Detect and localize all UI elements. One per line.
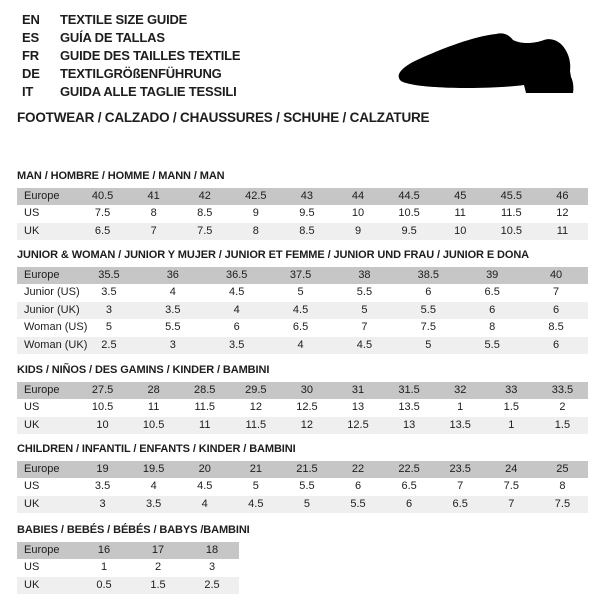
size-cell: 7.5 (486, 478, 537, 495)
size-cell: 46 (537, 188, 588, 205)
size-cell: 2.5 (77, 337, 141, 354)
size-cell: 13 (384, 417, 435, 434)
size-cell: 5.5 (281, 478, 332, 495)
size-cell: 44 (332, 188, 383, 205)
language-label: TEXTILE SIZE GUIDE (60, 11, 188, 27)
row-label: US (17, 478, 77, 495)
size-cell: 1 (435, 399, 486, 416)
size-cell: 3 (77, 302, 141, 319)
size-section (17, 524, 250, 594)
language-code: FR (22, 47, 39, 63)
size-cell: 10 (77, 417, 128, 434)
size-cell: 6.5 (269, 319, 333, 336)
size-cell: 27.5 (77, 382, 128, 399)
size-cell: 4 (269, 337, 333, 354)
size-cell: 45 (435, 188, 486, 205)
size-cell: 10.5 (128, 417, 179, 434)
size-cell: 1.5 (131, 577, 185, 594)
size-cell: 10 (435, 223, 486, 240)
size-cell: 44.5 (384, 188, 435, 205)
size-cell: 25 (537, 461, 588, 478)
size-cell: 5.5 (332, 496, 383, 513)
section-title: BABIES / BEBÉS / BÉBÉS / BABYS /BAMBINI (17, 524, 250, 536)
size-cell: 6 (332, 478, 383, 495)
category-line: FOOTWEAR / CALZADO / CHAUSSURES / SCHUHE / CALZATURE (17, 110, 430, 125)
size-cell: 7 (435, 478, 486, 495)
size-cell: 9 (230, 205, 281, 222)
row-label: UK (17, 223, 77, 240)
size-cell: 33 (486, 382, 537, 399)
size-cell: 5 (77, 319, 141, 336)
size-cell: 5.5 (460, 337, 524, 354)
language-row (22, 10, 240, 28)
size-cell: 5 (396, 337, 460, 354)
size-cell: 2 (537, 399, 588, 416)
size-cell: 4 (179, 496, 230, 513)
size-cell: 43 (281, 188, 332, 205)
size-cell: 4.5 (230, 496, 281, 513)
row-label: UK (17, 417, 77, 434)
size-cell: 42 (179, 188, 230, 205)
row-label: Europe (17, 461, 77, 478)
size-cell: 45.5 (486, 188, 537, 205)
row-label: UK (17, 577, 77, 594)
size-cell: 6.5 (77, 223, 128, 240)
size-cell: 18 (185, 542, 239, 559)
size-cell: 3.5 (77, 478, 128, 495)
size-cell: 4 (141, 284, 205, 301)
size-cell: 3 (77, 496, 128, 513)
size-cell: 9.5 (281, 205, 332, 222)
section-title: KIDS / NIÑOS / DES GAMINS / KINDER / BAMBINI (17, 364, 270, 376)
size-cell: 13 (332, 399, 383, 416)
size-cell: 4.5 (205, 284, 269, 301)
table-row (17, 461, 588, 478)
language-code: DE (22, 65, 40, 81)
size-cell: 39 (460, 267, 524, 284)
section-title: MAN / HOMBRE / HOMME / MANN / MAN (17, 170, 225, 182)
table-row (17, 577, 239, 594)
size-cell: 11.5 (179, 399, 230, 416)
size-cell: 5.5 (396, 302, 460, 319)
size-cell: 10.5 (486, 223, 537, 240)
size-cell: 8 (460, 319, 524, 336)
size-cell: 6.5 (460, 284, 524, 301)
size-cell: 29.5 (230, 382, 281, 399)
size-cell: 41 (128, 188, 179, 205)
size-cell: 10.5 (77, 399, 128, 416)
size-cell: 3.5 (128, 496, 179, 513)
row-label: Europe (17, 188, 77, 205)
language-code: IT (22, 83, 34, 99)
table-row (17, 478, 588, 495)
size-cell: 17 (131, 542, 185, 559)
size-cell: 12 (537, 205, 588, 222)
section-title: CHILDREN / INFANTIL / ENFANTS / KINDER / BAMBINI (17, 443, 296, 455)
table-row (17, 399, 588, 416)
size-cell: 40.5 (77, 188, 128, 205)
size-cell: 6 (205, 319, 269, 336)
size-table (17, 267, 588, 354)
row-label: Europe (17, 267, 77, 284)
row-label: US (17, 559, 77, 576)
section-title: JUNIOR & WOMAN / JUNIOR Y MUJER / JUNIOR ET FEMME / JUNIOR UND FRAU / JUNIOR E DONA (17, 249, 530, 261)
size-cell: 21.5 (281, 461, 332, 478)
size-cell: 3.5 (205, 337, 269, 354)
size-cell: 4.5 (179, 478, 230, 495)
size-cell: 5 (269, 284, 333, 301)
size-cell: 4.5 (269, 302, 333, 319)
size-cell: 36.5 (205, 267, 269, 284)
table-row (17, 223, 588, 240)
table-row (17, 267, 588, 284)
size-cell: 0.5 (77, 577, 131, 594)
size-section (17, 249, 588, 354)
size-cell: 28.5 (179, 382, 230, 399)
size-section (17, 170, 588, 240)
language-label: GUIDA ALLE TAGLIE TESSILI (60, 83, 237, 99)
language-label: GUÍA DE TALLAS (60, 29, 165, 45)
size-cell: 10 (332, 205, 383, 222)
size-cell: 12.5 (332, 417, 383, 434)
size-table (17, 461, 588, 513)
row-label: Europe (17, 542, 77, 559)
size-cell: 11.5 (486, 205, 537, 222)
size-cell: 6 (384, 496, 435, 513)
size-cell: 8 (230, 223, 281, 240)
size-cell: 21 (230, 461, 281, 478)
size-cell: 7 (128, 223, 179, 240)
size-cell: 12.5 (281, 399, 332, 416)
size-cell: 7 (524, 284, 588, 301)
size-cell: 6 (524, 337, 588, 354)
size-cell: 19 (77, 461, 128, 478)
language-row (22, 28, 240, 46)
table-row (17, 188, 588, 205)
size-cell: 5.5 (141, 319, 205, 336)
size-cell: 12 (230, 399, 281, 416)
size-cell: 4 (205, 302, 269, 319)
size-cell: 11 (435, 205, 486, 222)
language-label: TEXTILGRÖßENFÜHRUNG (60, 65, 222, 81)
size-cell: 7.5 (537, 496, 588, 513)
size-cell: 9.5 (384, 223, 435, 240)
size-cell: 24 (486, 461, 537, 478)
size-cell: 1.5 (486, 399, 537, 416)
size-table (17, 542, 239, 594)
size-cell: 35.5 (77, 267, 141, 284)
size-cell: 10.5 (384, 205, 435, 222)
size-cell: 11 (128, 399, 179, 416)
size-cell: 11.5 (230, 417, 281, 434)
size-cell: 6 (396, 284, 460, 301)
size-cell: 6.5 (435, 496, 486, 513)
size-cell: 5.5 (333, 284, 397, 301)
language-row (22, 64, 240, 82)
size-cell: 11 (179, 417, 230, 434)
size-cell: 31.5 (384, 382, 435, 399)
size-cell: 1.5 (537, 417, 588, 434)
size-cell: 7.5 (179, 223, 230, 240)
size-cell: 20 (179, 461, 230, 478)
size-cell: 23.5 (435, 461, 486, 478)
size-cell: 36 (141, 267, 205, 284)
size-table (17, 188, 588, 240)
table-row (17, 559, 239, 576)
table-row (17, 302, 588, 319)
size-cell: 13.5 (384, 399, 435, 416)
table-row (17, 319, 588, 336)
row-label: Woman (UK) (17, 337, 77, 354)
table-row (17, 542, 239, 559)
language-row (22, 46, 240, 64)
size-cell: 22.5 (384, 461, 435, 478)
size-cell: 11 (537, 223, 588, 240)
row-label: Junior (UK) (17, 302, 77, 319)
language-row (22, 82, 240, 100)
size-cell: 5 (230, 478, 281, 495)
language-code: EN (22, 11, 40, 27)
size-cell: 7 (333, 319, 397, 336)
shoe-icon (393, 32, 579, 95)
size-cell: 5 (333, 302, 397, 319)
size-section (17, 443, 588, 513)
size-cell: 22 (332, 461, 383, 478)
size-cell: 8.5 (179, 205, 230, 222)
size-cell: 38.5 (396, 267, 460, 284)
size-cell: 5 (281, 496, 332, 513)
size-cell: 6 (460, 302, 524, 319)
row-label: Woman (US) (17, 319, 77, 336)
size-cell: 7.5 (396, 319, 460, 336)
size-cell: 30 (281, 382, 332, 399)
size-cell: 4.5 (333, 337, 397, 354)
row-label: US (17, 399, 77, 416)
size-cell: 6.5 (384, 478, 435, 495)
table-row (17, 496, 588, 513)
size-cell: 8.5 (281, 223, 332, 240)
language-label: GUIDE DES TAILLES TEXTILE (60, 47, 241, 63)
size-cell: 8 (537, 478, 588, 495)
size-cell: 3.5 (77, 284, 141, 301)
size-cell: 2.5 (185, 577, 239, 594)
size-cell: 32 (435, 382, 486, 399)
size-cell: 8 (128, 205, 179, 222)
size-cell: 4 (128, 478, 179, 495)
size-cell: 31 (332, 382, 383, 399)
size-cell: 9 (332, 223, 383, 240)
size-cell: 8.5 (524, 319, 588, 336)
table-row (17, 205, 588, 222)
size-cell: 16 (77, 542, 131, 559)
size-cell: 1 (77, 559, 131, 576)
size-cell: 40 (524, 267, 588, 284)
table-row (17, 382, 588, 399)
language-list (22, 10, 240, 100)
size-cell: 3.5 (141, 302, 205, 319)
size-cell: 3 (141, 337, 205, 354)
row-label: Junior (US) (17, 284, 77, 301)
size-cell: 12 (281, 417, 332, 434)
size-cell: 7 (486, 496, 537, 513)
size-cell: 6 (524, 302, 588, 319)
row-label: Europe (17, 382, 77, 399)
table-row (17, 284, 588, 301)
size-cell: 2 (131, 559, 185, 576)
table-row (17, 337, 588, 354)
size-table (17, 382, 588, 434)
table-row (17, 417, 588, 434)
row-label: US (17, 205, 77, 222)
size-cell: 38 (333, 267, 397, 284)
size-cell: 13.5 (435, 417, 486, 434)
language-code: ES (22, 29, 39, 45)
size-cell: 28 (128, 382, 179, 399)
size-cell: 1 (486, 417, 537, 434)
size-section (17, 364, 588, 434)
size-cell: 19.5 (128, 461, 179, 478)
size-cell: 42.5 (230, 188, 281, 205)
size-cell: 3 (185, 559, 239, 576)
row-label: UK (17, 496, 77, 513)
size-cell: 33.5 (537, 382, 588, 399)
size-cell: 7.5 (77, 205, 128, 222)
size-cell: 37.5 (269, 267, 333, 284)
